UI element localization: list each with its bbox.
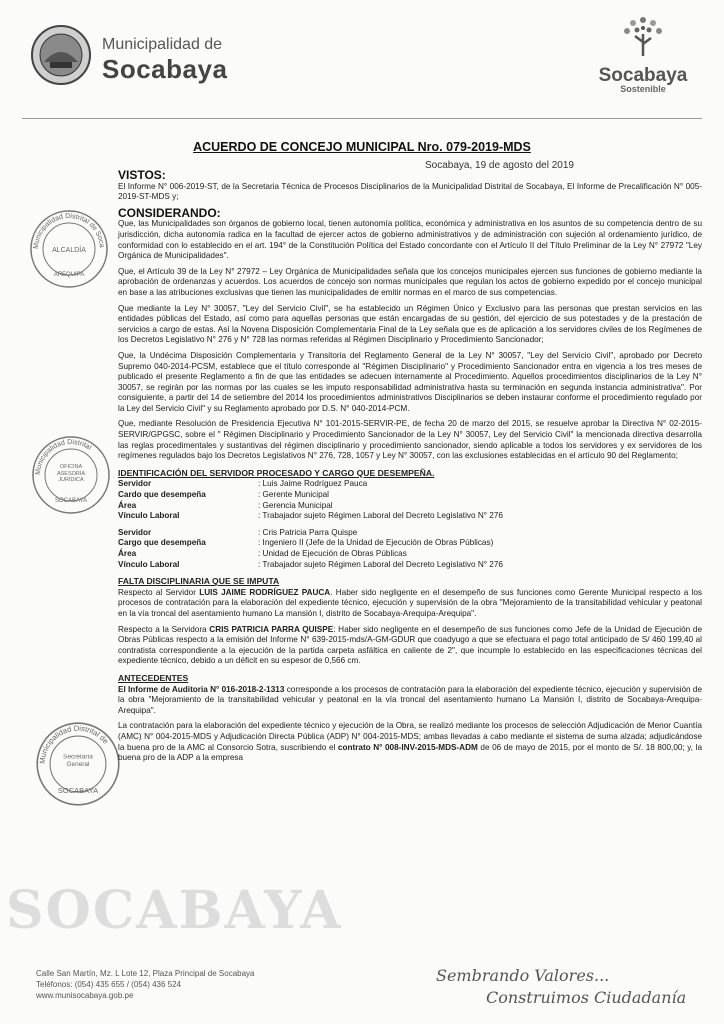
server-row: Área : Gerencia Municipal [118,500,333,510]
stamp3-ring-text: Municipalidad Distrital de [37,723,111,765]
stamp2-inner-text: OFICINA ASESORÍA JURÍDICA [56,464,86,483]
stamp1-bottom-text: AREQUIPA [53,272,85,278]
considerando-paragraph: Que, el Artículo 39 de la Ley N° 27972 – Ley Orgánica de Municipalidades señala que los concejos municipales ejercen sus funciones de gobierno mediante la aprobación de ordenanzas y acuerdos. Los acuerdos de concejo son normas municipales que regulan los actos de gobierno expedido por el concejo municipal en base a las atribuciones exclusivas que tienen las municipalidades de emitir normas en el marco de sus competencias. [118,266,702,297]
footer-address: Calle San Martín, Mz. L Lote 12, Plaza Principal de Socabaya [36,969,255,978]
antecedentes-paragraph: El Informe de Auditoria N° 016-2018-2-1313 corresponde a los procesos de contratación para la elaboración del expediente técnico, ejecución y supervisión de la obra "Mejoramiento de la transitabilidad vehicular y peatonal en la vía troncal del asentamiento humano La Mansión I, distrito de Socabaya-Arequipa-Arequipa". [118,684,702,715]
asesoria-stamp-icon [30,434,112,516]
considerando-paragraph: Que, mediante Resolución de Presidencia Ejecutiva N° 101-2015-SERVIR-PE, de fecha 20 de marzo del 2015, se resuelve aprobar la Directiva N° 02-2015-SERVIR/GPGSC, sobre el " Régimen Disciplinario y Procedimiento Sancionador de la Ley N° 30057, Ley del Servicio Civil" la mencionada directiva desarrolla las reglas procedimentales y sustantivas del régimen disciplinario y procedimiento sancionador, siendo aplicable a todos los servidores y ex servidores de los regímenes regulados bajo los Decretos Legislativos N° 276, 728, 1057 y Ley N° 30057, con las exclusiones establecidas en el artículo 90 del Reglamento; [118,419,702,461]
falta-paragraph: Respecto al Servidor LUIS JAIME RODRÍGUEZ PAUCA. Haber sido negligente en el desempeño de sus funciones como Gerente Municipal respecto a los procesos de contratación para la elaboración del expediente técnico, ejecución y supervisión de la obra "Mejoramiento de la transitabilidad vehicular y peatonal en la vía troncal del asentamiento humano La mansión I, distrito de Socabaya-Arequipa-Arequipa". [118,587,703,618]
server-row: Vínculo Laboral : Trabajador sujeto Régimen Laboral del Decreto Legislativo N° 276 [118,559,503,569]
antecedentes-heading: ANTECEDENTES [118,672,189,683]
server-block [118,528,702,570]
footer-contact [36,968,255,1001]
stamp3-bottom-text: SOCABAYA [57,785,99,795]
svg-text:Municipalidad Distrital de Soc [28,208,105,249]
falta-heading: FALTA DISCIPLINARIA QUE SE IMPUTA [118,576,280,587]
stamp2-ring-text: Municipalidad Distrital [34,438,93,476]
motto-line-2: Construimos Ciudadanía [486,988,687,1007]
document-body [118,168,702,769]
server-row: Cardo que desempeña : Gerente Municipal [118,490,329,500]
vistos-heading: VISTOS: [118,168,166,182]
brand-tagline: Sostenible [620,84,666,94]
secretaria-stamp-icon [34,720,122,808]
watermark: SOCABAYA [6,880,343,941]
considerando-paragraph: Que mediante la Ley N° 30057, "Ley del Servicio Civil", se ha establecido un Régimen Único y Exclusivo para las personas que prestan servicios en las entidades públicas del Estado, así como para aquellas personas que están encargadas de su gestión, del ejercicio de sus potestades y de la prestación de servicios a cargo de estas. Así la Novena Disposición Complementaria Final de la Ley señala que es de aplicación a los servidores civiles de los Regímenes de los Decretos Legislativo N° 276 y N° 728 las normas referidas al Régimen Disciplinario y Procedimiento Sancionador; [118,303,702,345]
tree-logo-icon [615,14,671,58]
considerando-heading: CONSIDERANDO: [118,205,221,220]
stamp3-inner-text: Secretaría General [63,754,93,769]
footer-phones: Teléfonos: (054) 435 655 / (054) 436 524 [36,980,181,989]
header-municipality-name: Socabaya [102,54,228,84]
server-row: Cargo que desempeña : Ingeniero II (Jefe de la Unidad de Ejecución de Obras Públicas) [118,538,494,548]
identificacion-heading: IDENTIFICACIÓN DEL SERVIDOR PROCESADO Y CARGO QUE DESEMPEÑA. [118,467,435,478]
header-divider [22,118,702,119]
header-municipality-label: Municipalidad de [102,36,223,53]
server-row: Servidor : Luis Jaime Rodríguez Pauca [118,479,368,489]
brand-name: Socabaya [598,65,688,86]
server-row: Área : Unidad de Ejecución de Obras Públicas [118,549,407,558]
brand-block [598,14,688,94]
stamp2-bottom-text: SOCABAYA [54,498,88,504]
vistos-text: El Informe N° 006-2019-ST, de la Secretaria Técnica de Procesos Disciplinarios de la Municipalidad Distrital de Socabaya, El Informe de Precalificación N° 005-2019-ST-MDS y; [118,181,702,202]
document-title: ACUERDO DE CONCEJO MUNICIPAL Nro. 079-2019-MDS [193,140,531,154]
server-row: Vínculo Laboral : Trabajador sujeto Régimen Laboral del Decreto Legislativo N° 276 [118,511,503,521]
stamp1-ring-text: Municipalidad Distrital de Soca [32,212,106,250]
considerando-paragraph: Que, la Undécima Disposición Complementaria y Transitoria del Reglamento General de la Ley N° 30057, "Ley del Servicio Civil", aprobado por Decreto Supremo 040-2014-PCSM, establece que el título corresponde al "Régimen Disciplinario" y Procedimiento Sancionador entra en vigencia a los tres meses de publicado el presente Reglamento a fin de que las entidades se adecuen internamente al Procedimiento. Aquellos procedimientos disciplinarios de la Ley N° 30057, se regirán por las normas por las cuales se les imputo responsabilidad administrativa hasta su terminación en segunda instancia administrativa". Por consiguiente, a partir del 14 de setiembre del 2014 los procedimientos administrativos Disciplinarios se deben instaurar conforme el procedimiento regulado por la Ley del Servicio Civil" y su Reglamento aprobado por D.S. N° 040-2014-PCM. [118,350,702,413]
footer-web[interactable]: www.munisocabaya.gob.pe [36,991,134,1000]
falta-paragraph: Respecto a la Servidora CRIS PATRICIA PARRA QUISPE: Haber sido negligente en el desempeño de sus funciones como Jefe de la Unidad de Ejecución de Obras Públicas respecto a la emisión del Informe N° 639-2015-mds/A-GM-GDUR que coadyugo a que se efectuara el pago total anticipado de S/ 460 199,40 al contratista correspondiente a la ejecución de la partida carpeta asfáltica en caliente de 2", que incumple lo establecido en las especificaciones técnicas del expediente técnico, debido a un déficit en su espesor de 0,566 cm. [118,624,703,666]
stamp1-inner-text: ALCALDÍA [52,247,86,254]
document-date: Socabaya, 19 de agosto del 2019 [424,160,574,171]
municipal-emblem-icon [30,24,92,86]
antecedentes-paragraph: La contratación para la elaboración del expediente técnico y ejecución de la Obra, se realizó mediante los procesos de selección Adjudicación de Menor Cuantía (AMC) N° 004-2015-MDS y Adjudicación Directa Pública (ADP) N° 004-2015-MDS; ambas llevadas a cabo mediante el sistema de suma alzada; adjudicándose la buena pro de la AMC al Consorcio Sotra, suscribiendo el contrato N° 008-INV-2015-MDS-ADM de 06 de mayo de 2015, por el monto de S/. 18 800,00; y, la buena pro de la ADP a la empresa [118,721,702,763]
considerando-paragraph: Que, las Municipalidades son órganos de gobierno local, tienen autonomía política, económica y administrativa en los asuntos de su competencia dentro de su jurisdicción, dicha autonomía radica en la facultad de ejercer actos de gobierno administrativos y de administración con sujeción al ordenamiento jurídico, de conformidad con lo establecido en el art. 194° de la Constitución Política del Estado concordante con el Artículo II del Título Preliminar de la Ley N° 27972 "Ley Orgánica de Municipalidades". [118,219,702,261]
alcaldia-stamp-icon [28,208,110,290]
motto-line-1: Sembrando Valores... [436,966,610,985]
server-row: Servidor : Cris Patricia Parra Quispe [118,527,358,537]
server-block [118,479,702,521]
